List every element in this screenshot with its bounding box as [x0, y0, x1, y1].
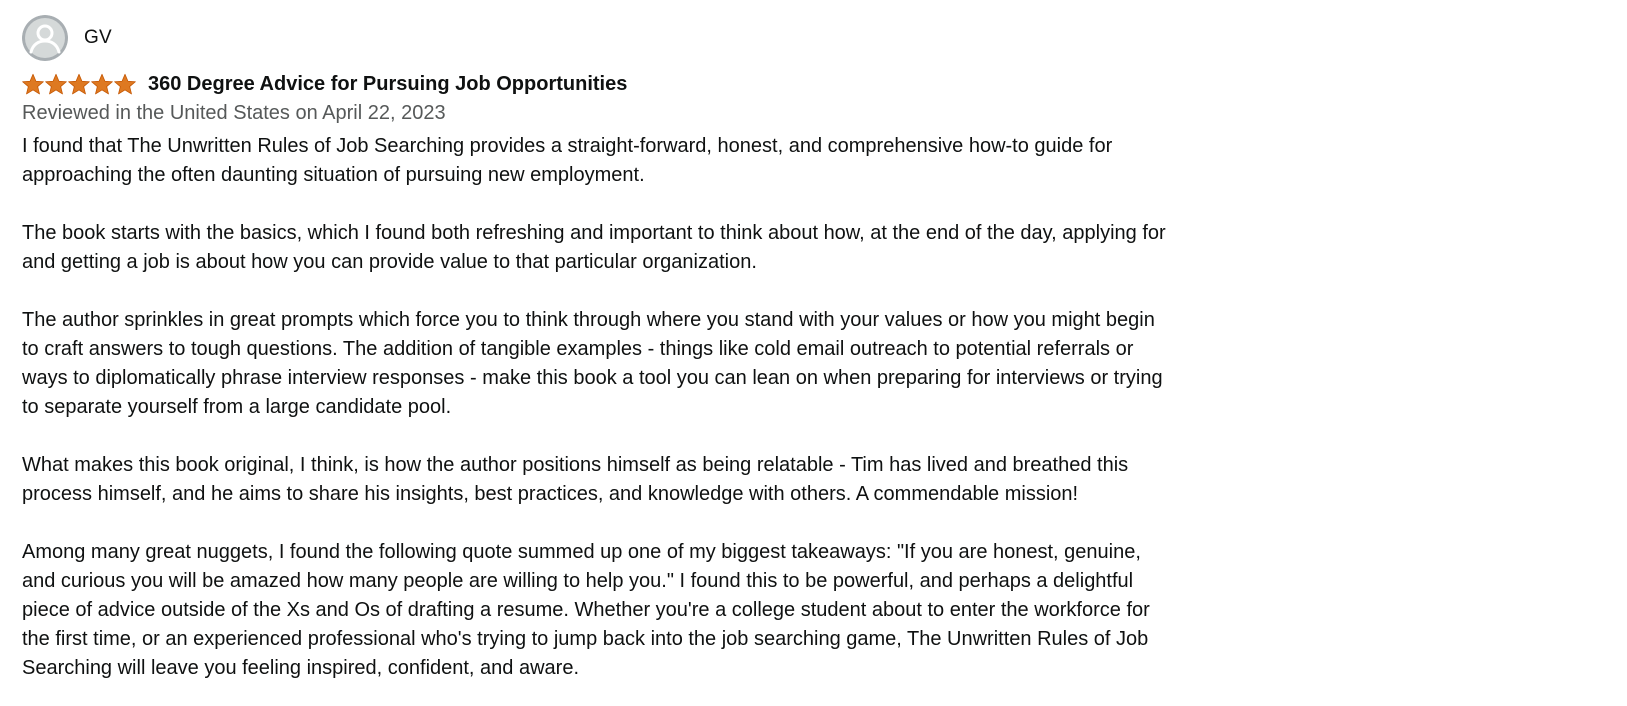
- star-filled-icon: [22, 73, 44, 95]
- review-title-row: [22, 70, 1212, 98]
- review-title[interactable]: 360 Degree Advice for Pursuing Job Opportunities: [148, 72, 628, 95]
- review-paragraph: The book starts with the basics, which I found both refreshing and important to think about how, at the end of the day, applying for and getting a job is about how you can provide value to that particular organization.: [22, 222, 1166, 273]
- review-paragraph: Among many great nuggets, I found the following quote summed up one of my biggest takeaways: "If you are honest, genuine, and curious you will be amazed how many people are willing to help you." I found this to be powerful, and perhaps a delightful piece of advice outside of the Xs and Os of drafting a resume. Whether you're a college student about to enter the workforce for the first time, or an experienced professional who's trying to jump back into the job searching game, The Unwritten Rules of Job Searching will leave you feeling inspired, confident, and aware.: [22, 541, 1150, 679]
- reviewer-name[interactable]: GV: [84, 27, 112, 48]
- reviewer-profile[interactable]: [22, 15, 1212, 61]
- review-body: [22, 132, 1172, 683]
- star-filled-icon: [114, 73, 136, 95]
- star-filled-icon: [91, 73, 113, 95]
- review-date: Reviewed in the United States on April 22, 2023: [22, 102, 446, 124]
- star-rating[interactable]: [22, 73, 136, 95]
- review-paragraph: What makes this book original, I think, is how the author positions himself as being relatable - Tim has lived and breathed this process himself, and he aims to share his insights, best practices, and knowledge with others. A commendable mission!: [22, 454, 1129, 505]
- user-silhouette-icon: [22, 15, 68, 61]
- avatar[interactable]: [22, 15, 68, 61]
- review-paragraph: I found that The Unwritten Rules of Job Searching provides a straight-forward, honest, and comprehensive how-to guide for approaching the often daunting situation of pursuing new employment.: [22, 135, 1113, 186]
- star-filled-icon: [45, 73, 67, 95]
- review-paragraph: The author sprinkles in great prompts which force you to think through where you stand with your values or how you might begin to craft answers to tough questions. The addition of tangible examples - things like cold email outreach to potential referrals or ways to diplomatically phrase interview responses - make this book a tool you can lean on when preparing for interviews or trying to separate yourself from a large candidate pool.: [22, 309, 1163, 418]
- star-filled-icon: [68, 73, 90, 95]
